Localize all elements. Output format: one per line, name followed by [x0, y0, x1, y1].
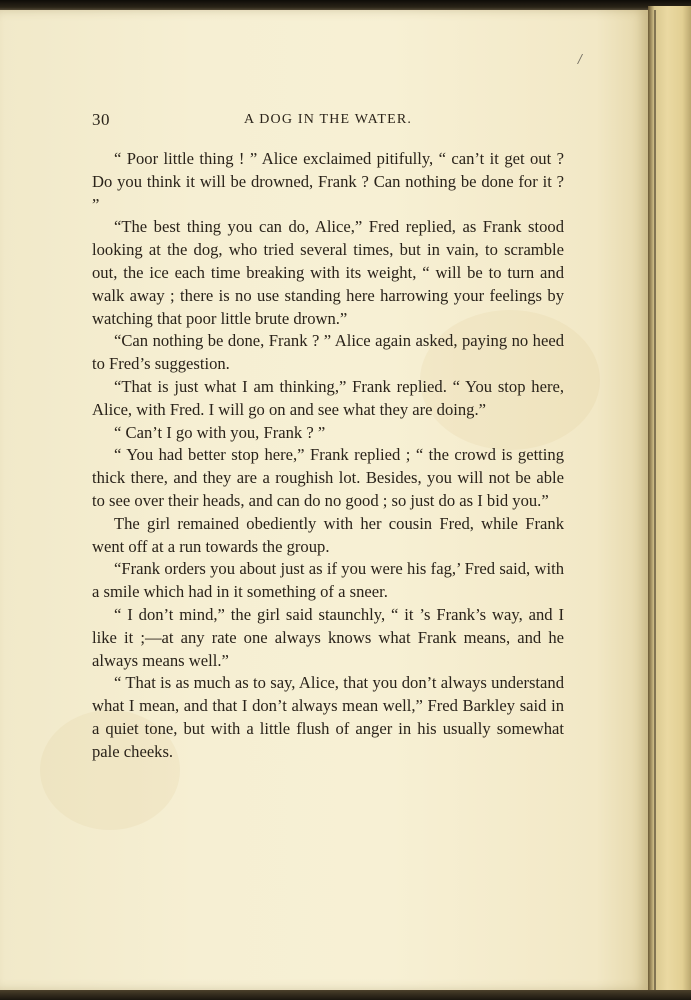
running-head: A DOG IN THE WATER. — [244, 112, 413, 127]
paragraph: “The best thing you can do, Alice,” Fred replied, as Frank stood looking at the dog, who tried several times, but in vain, to scramble out, the ice each time breaking with its weight, “ will be to turn and walk away ; there is no use standing here harrowing your feelings by watching that poor little brute drown.” — [92, 217, 564, 328]
bottom-binding-edge — [0, 990, 691, 1000]
paragraph: “Can nothing be done, Frank ? ” Alice again asked, paying no heed to Fred’s suggestion. — [92, 331, 564, 374]
paragraph: “Frank orders you about just as if you were his fag,’ Fred said, with a smile which had in it something of a sneer. — [92, 559, 564, 602]
paragraph: “ That is as much as to say, Alice, that you don’t always understand what I mean, and that I don’t always mean well,” Fred Barkley said in a quiet tone, but with a little flush of anger in his usually somewhat pale cheeks. — [92, 673, 564, 761]
margin-mark: / — [578, 52, 583, 66]
page-number: 30 — [92, 110, 110, 129]
paragraph: The girl remained obediently with her cousin Fred, while Frank went off at a run towards the group. — [92, 513, 564, 556]
paragraph: “That is just what I am thinking,” Frank replied. “ You stop here, Alice, with Fred. I will go on and see what they are doing.” — [92, 376, 564, 419]
paragraph: “ You had better stop here,” Frank replied ; “ the crowd is getting thick there, and they are a roughish lot. Besides, you will not be able to see over their heads, and can do no good ; so just do as I bid you.” — [92, 445, 564, 510]
page-edge-line — [654, 10, 656, 995]
paragraph: “ Poor little thing ! ” Alice exclaimed pitifully, “ can’t it get out ? Do you think it will be drowned, Frank ? Can nothing be done for it ? ” — [92, 149, 564, 214]
paragraph: “ Can’t I go with you, Frank ? ” — [114, 422, 326, 442]
body-text — [92, 148, 564, 764]
page-header — [92, 110, 564, 132]
paragraph: “ I don’t mind,” the girl said staunchly, “ it ’s Frank’s way, and I like it ;—at any rate one always knows what Frank means, and he always means well.” — [92, 604, 564, 670]
